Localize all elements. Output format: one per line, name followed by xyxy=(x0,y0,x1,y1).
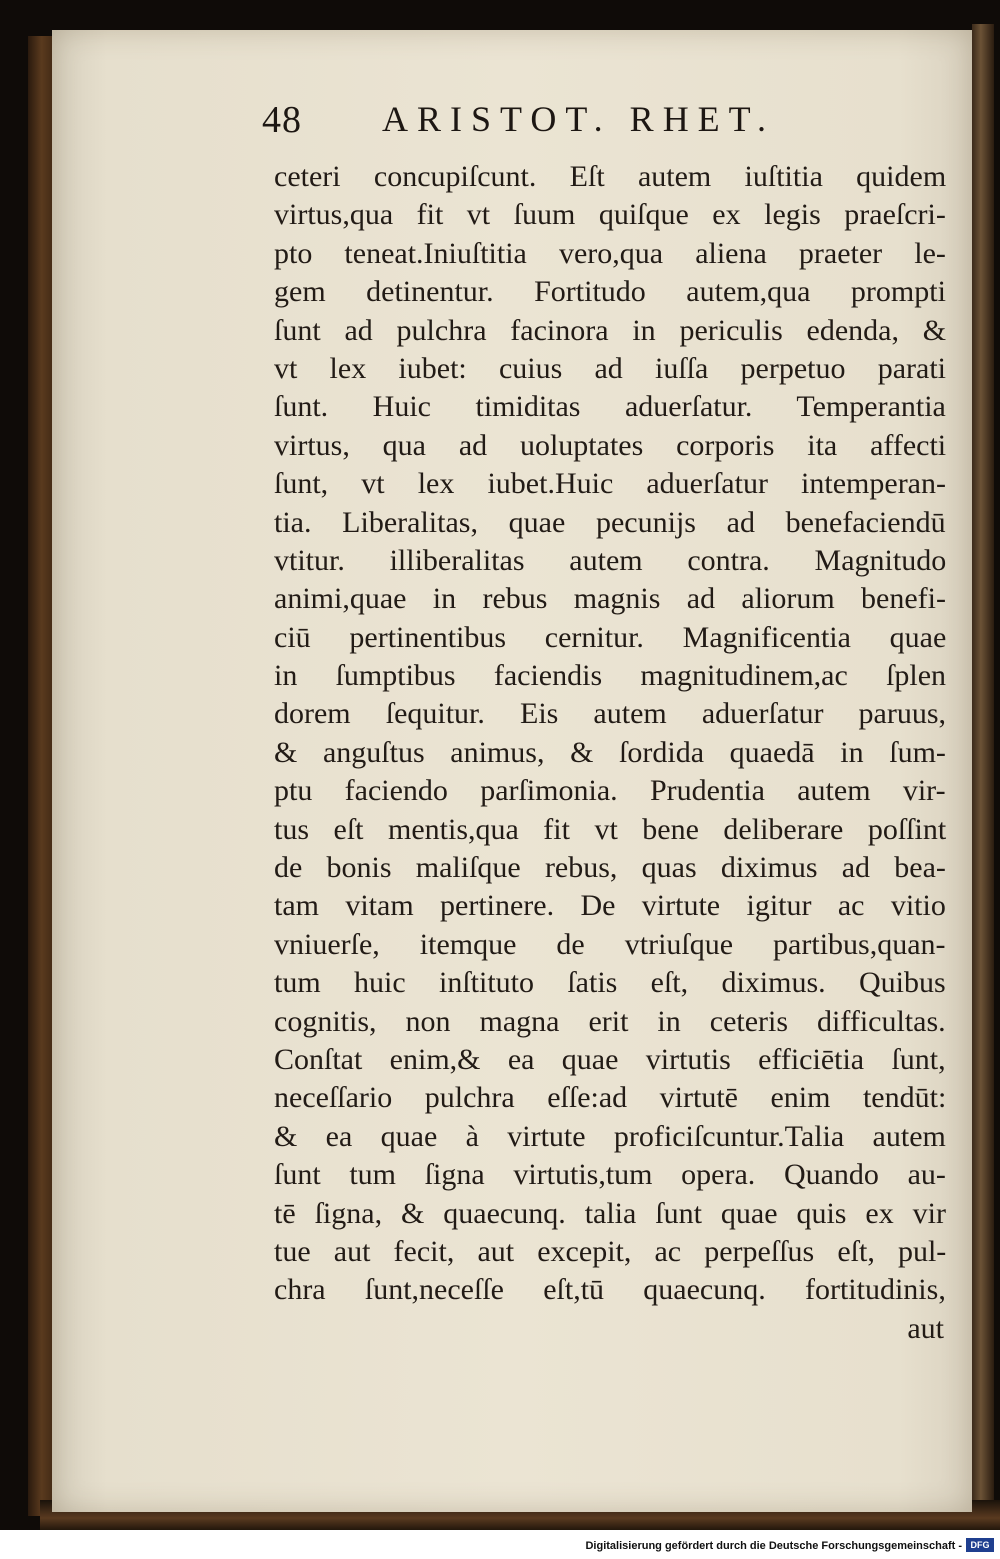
page-header xyxy=(262,98,902,150)
text-line: animi,quae in rebus magnis ad aliorum benefi- xyxy=(274,582,946,616)
text-line: ciū pertinentibus cernitur. Magnificentia quae xyxy=(274,620,947,654)
text-line: & ea quae à virtute proficiſcuntur.Talia autem xyxy=(274,1119,946,1153)
text-line: virtus, qua ad uoluptates corporis ita affecti xyxy=(274,428,947,462)
text-line: ceteri concupiſcunt. Eſt autem iuſtitia quidem xyxy=(274,160,947,193)
text-line: ſunt ad pulchra facinora in periculis edenda, & xyxy=(274,313,947,347)
text-line: tam vitam pertinere. De virtute igitur ac vitio xyxy=(274,889,946,923)
text-line: vtitur. illiberalitas autem contra. Magnitudo xyxy=(274,543,947,577)
text-line: tus eſt mentis,qua fit vt bene deliberare poſſint xyxy=(274,812,947,846)
text-line: tia. Liberalitas, quae pecunijs ad benefaciendū xyxy=(274,505,946,539)
text-line: tue aut fecit, aut excepit, ac perpeſſus eſt, pul- xyxy=(274,1234,947,1268)
text-line: ſunt tum ſigna virtutis,tum opera. Quando au- xyxy=(274,1158,946,1192)
text-line: ſunt, vt lex iubet.Huic aduerſatur intemperan- xyxy=(274,467,946,501)
body-text xyxy=(274,158,946,1348)
text-line: ptu faciendo parſimonia. Prudentia autem vir- xyxy=(274,774,946,808)
text-line: neceſſario pulchra eſſe:ad virtutē enim tendūt: xyxy=(274,1081,947,1115)
text-line: dorem ſequitur. Eis autem aduerſatur paruus, xyxy=(274,697,947,731)
catchword: aut xyxy=(907,1311,944,1345)
text-line: vt lex iubet: cuius ad iuſſa perpetuo parati xyxy=(274,351,947,385)
page-edge-right xyxy=(972,24,994,1514)
dfg-logo: DFG xyxy=(966,1538,994,1552)
text-line: tum huic inſtituto ſatis eſt, diximus. Quibus xyxy=(274,966,946,1000)
running-head: ARISTOT. RHET. xyxy=(382,99,775,139)
funding-note: Digitalisierung gefördert durch die Deutsche Forschungsgemeinschaft - xyxy=(585,1540,962,1552)
text-line: gem detinentur. Fortitudo autem,qua prompti xyxy=(274,275,946,309)
text-line: cognitis, non magna erit in ceteris difficultas. xyxy=(274,1004,946,1038)
text-line: ſunt. Huic timiditas aduerſatur. Temperantia xyxy=(274,390,946,424)
text-line: chra ſunt,neceſſe eſt,tū quaecunq. fortitudinis, xyxy=(274,1273,946,1307)
page-number: 48 xyxy=(262,99,302,141)
text-line: virtus,qua fit vt ſuum quiſque ex legis praeſcri- xyxy=(274,198,946,232)
text-line: in ſumptibus faciendis magnitudinem,ac ſplen xyxy=(274,659,947,693)
text-line: vniuerſe, itemque de vtriuſque partibus,quan- xyxy=(274,927,946,961)
footer-bar xyxy=(0,1530,1000,1559)
text-line: tē ſigna, & quaecunq. talia ſunt quae quis ex vir xyxy=(274,1196,947,1230)
text-line: & anguſtus animus, & ſordida quaedā in ſum- xyxy=(274,735,946,769)
text-line: Conſtat enim,& ea quae virtutis efficiētia ſunt, xyxy=(274,1042,946,1076)
text-line: pto teneat.Iniuſtitia vero,qua aliena praeter le- xyxy=(274,236,946,270)
text-line: de bonis maliſque rebus, quas diximus ad bea- xyxy=(274,851,946,885)
